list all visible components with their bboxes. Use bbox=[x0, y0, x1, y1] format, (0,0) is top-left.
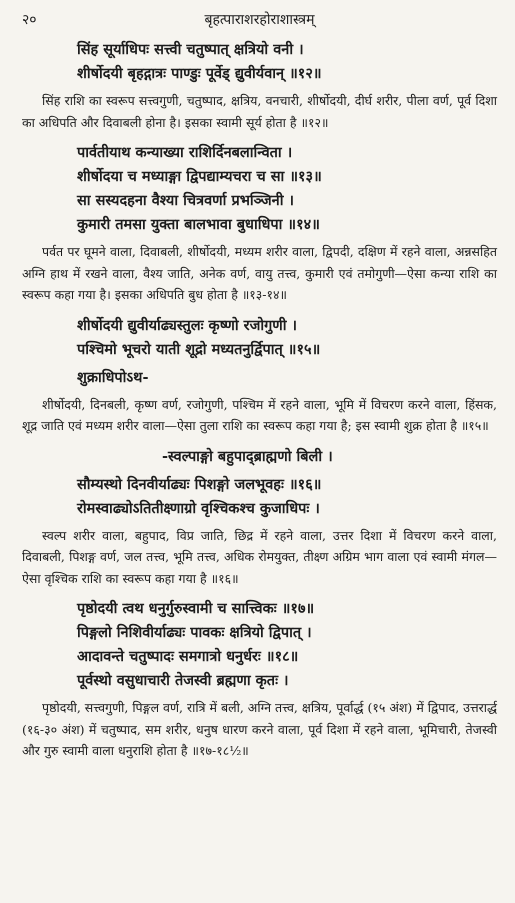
verse-line: पिङ्गलो निशिवीर्याढ्यः पावकः क्षत्रियो द्विपात् । bbox=[77, 624, 312, 641]
commentary-paragraph: सिंह राशि का स्वरूप सत्त्वगुणी, चतुष्पाद, क्षत्रिय, वनचारी, शीर्षोदयी, दीर्घ शरीर, पीला वर्ण, पूर्व दिशा का अधिपति और दिवाबली होना है। इसका स्वामी सूर्य होता है ॥१२॥ bbox=[22, 93, 497, 130]
verse-line: पार्वतीयाथ कन्याख्या राशिर्दिनबलान्विता । bbox=[77, 144, 293, 161]
verse-block bbox=[22, 141, 497, 237]
verse-block bbox=[22, 445, 497, 469]
verse-line: सिंह सूर्याधिपः सत्त्वी चतुष्पात् क्षत्रियो वनी । bbox=[77, 41, 304, 58]
verse-line: -स्वल्पाङ्गो बहुपाद्ब्राह्मणो बिली । bbox=[162, 447, 333, 465]
verse-line: सा सस्यदहना वैश्या चित्रवर्णा प्रभञ्जिनी । bbox=[77, 192, 295, 209]
running-title: बृहत्पाराशरहोराशास्त्रम् bbox=[204, 12, 315, 28]
page-number: २० bbox=[22, 12, 37, 28]
verse-line: शीर्षोदयी द्युवीर्याढ्यस्तुलः कृष्णो रजोगुणी । bbox=[77, 316, 298, 334]
commentary-paragraph: शीर्षोदयी, दिनबली, कृष्ण वर्ण, रजोगुणी, पश्चिम में रहने वाला, भूमि में विचरण करने वाला, हिंसक, शूद्र जाति एवं मध्यम शरीर वाला—ऐसा तुला राशि का स्वरूप कहा गया है; इस स्वामी शुक्र होता है ॥१५॥ bbox=[22, 396, 497, 433]
verse-line: शीर्षोदयी बृहद्गात्रः पाण्डुः पूर्वेड् द्युवीर्यवान् ॥१२॥ bbox=[77, 65, 322, 82]
verse-line: रोमस्वाढ्योऽतितीक्ष्णाग्रो वृश्चिकश्च कुजाधिपः । bbox=[77, 499, 320, 517]
page-header bbox=[22, 10, 497, 34]
verse-block bbox=[22, 597, 497, 693]
verse-block bbox=[22, 473, 497, 521]
verse-line: सौम्यस्थो दिनवीर्याढ्यः पिशङ्गो जलभूवहः ॥१६॥ bbox=[77, 475, 322, 493]
verse-line: पृष्ठोदयी त्वथ धनुर्गुरुस्वामी च सात्त्विकः ॥१७॥ bbox=[77, 600, 315, 617]
commentary-paragraph: स्वल्प शरीर वाला, बहुपाद, विप्र जाति, छिद्र में रहने वाला, उत्तर दिशा में विचरण करने वाला, दिवाबली, पिशङ्ग वर्ण, जल तत्त्व, भूमि तत्त्व, अधिक रोमयुक्त, तीक्ष्ण अग्रिम भाग वाला एवं स्वामी मंगल—ऐसा वृश्चिक राशि का स्वरूप कहा गया है ॥१६॥ bbox=[22, 527, 497, 586]
verse-line: आदावन्ते चतुष्पादः समगात्रो धनुर्धरः ॥१८॥ bbox=[77, 648, 299, 665]
verse-line: शीर्षोदया च मध्याङ्गा द्विपद्याम्यचरा च सा ॥१३॥ bbox=[77, 168, 322, 185]
verse-block bbox=[22, 314, 497, 362]
page-content bbox=[22, 38, 497, 762]
verse-line: पूर्वस्थो वसुधाचारी तेजस्वी ब्रह्मणा कृतः । bbox=[77, 672, 289, 689]
commentary-paragraph: पृष्ठोदयी, सत्त्वगुणी, पिङ्गल वर्ण, रात्रि में बली, अग्नि तत्त्व, क्षत्रिय, पूर्वार्द्ध (१५ अंश) में द्विपाद, उत्तरार्द्ध (१६-३० अंश) में चतुष्पाद, सम शरीर, धनुष धारण करने वाला, पूर्व दिशा में रहने वाला, भूमिचारी, तेजस्वी और गुरु स्वामी वाला धनुराशि होता है ॥१७-१८½॥ bbox=[22, 700, 497, 758]
commentary-paragraph: पर्वत पर घूमने वाला, दिवाबली, शीर्षोदयी, मध्यम शरीर वाला, द्विपदी, दक्षिण में रहने वाला, अन्नसहित अग्नि हाथ में रखने वाला, वैश्य जाति, अनेक वर्ण, वायु तत्त्व, कुमारी एवं तमोगुणी—ऐसा कन्या राशि का स्वरूप कहा गया है। इसका अधिपति बुध होता है ॥१३-१४॥ bbox=[22, 244, 497, 302]
verse-heading: शुक्राधिपोऽथ- bbox=[77, 368, 149, 386]
verse-block bbox=[22, 38, 497, 86]
verse-line: कुमारी तमसा युक्ता बालभावा बुधाधिपा ॥१४॥ bbox=[77, 216, 320, 233]
verse-line: पश्चिमो भूचरो याती शूद्रो मध्यतनुर्द्विपात् ॥१५॥ bbox=[77, 340, 321, 358]
